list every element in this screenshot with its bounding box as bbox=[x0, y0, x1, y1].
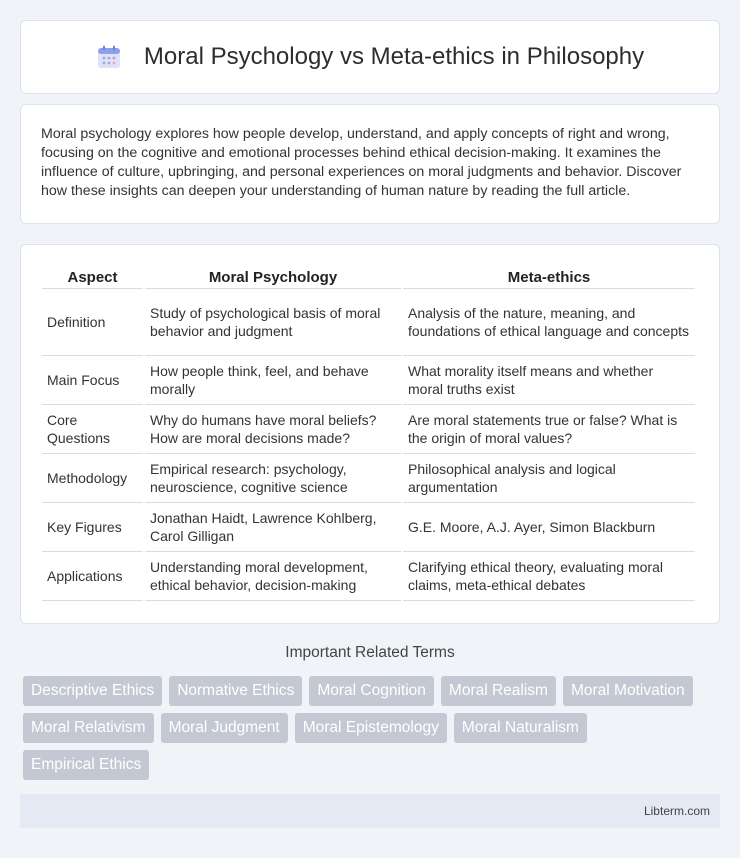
moral-psychology-cell: Why do humans have moral beliefs? How are moral decisions made? bbox=[145, 405, 401, 454]
aspect-cell: Core Questions bbox=[42, 405, 143, 454]
column-header-aspect: Aspect bbox=[42, 263, 143, 289]
table-row bbox=[42, 289, 695, 356]
table-row bbox=[42, 454, 695, 503]
related-terms-list bbox=[23, 676, 723, 787]
meta-ethics-cell: What morality itself means and whether moral truths exist bbox=[403, 356, 695, 405]
moral-psychology-cell: Jonathan Haidt, Lawrence Kohlberg, Carol Gilligan bbox=[145, 503, 401, 552]
table-row bbox=[42, 552, 695, 601]
meta-ethics-cell: Philosophical analysis and logical argumentation bbox=[403, 454, 695, 503]
column-header-meta-ethics: Meta-ethics bbox=[403, 263, 695, 289]
tag-moral-cognition[interactable]: Moral Cognition bbox=[309, 676, 434, 706]
moral-psychology-cell: Understanding moral development, ethical behavior, decision-making bbox=[145, 552, 401, 601]
footer bbox=[20, 794, 720, 828]
aspect-cell: Methodology bbox=[42, 454, 143, 503]
tag-moral-epistemology[interactable]: Moral Epistemology bbox=[295, 713, 447, 743]
meta-ethics-cell: Clarifying ethical theory, evaluating moral claims, meta-ethical debates bbox=[403, 552, 695, 601]
tag-moral-naturalism[interactable]: Moral Naturalism bbox=[454, 713, 587, 743]
comparison-table bbox=[40, 263, 697, 601]
meta-ethics-cell: G.E. Moore, A.J. Ayer, Simon Blackburn bbox=[403, 503, 695, 552]
calendar-icon bbox=[96, 44, 122, 70]
tag-descriptive-ethics[interactable]: Descriptive Ethics bbox=[23, 676, 162, 706]
tag-moral-motivation[interactable]: Moral Motivation bbox=[563, 676, 693, 706]
table-row bbox=[42, 405, 695, 454]
intro-card bbox=[20, 104, 720, 224]
title-card bbox=[20, 20, 720, 94]
moral-psychology-cell: Empirical research: psychology, neuroscience, cognitive science bbox=[145, 454, 401, 503]
intro-paragraph: Moral psychology explores how people develop, understand, and apply concepts of right and wrong, focusing on the cognitive and emotional processes behind ethical decision-making. It examines the influence of culture, upbringing, and personal experiences on moral judgments and behavior. Discover how these insights can deepen your understanding of human nature by reading the full article. bbox=[41, 126, 682, 199]
aspect-cell: Applications bbox=[42, 552, 143, 601]
related-terms-heading: Important Related Terms bbox=[285, 644, 455, 661]
footer-site-name[interactable]: Libterm.com bbox=[643, 804, 710, 818]
tag-normative-ethics[interactable]: Normative Ethics bbox=[169, 676, 302, 706]
tag-moral-judgment[interactable]: Moral Judgment bbox=[161, 713, 288, 743]
table-row bbox=[42, 356, 695, 405]
aspect-cell: Main Focus bbox=[42, 356, 143, 405]
moral-psychology-cell: How people think, feel, and behave morally bbox=[145, 356, 401, 405]
tag-moral-realism[interactable]: Moral Realism bbox=[441, 676, 556, 706]
tag-moral-relativism[interactable]: Moral Relativism bbox=[23, 713, 154, 743]
aspect-cell: Definition bbox=[42, 289, 143, 356]
comparison-table-card bbox=[20, 244, 720, 624]
table-header-row bbox=[42, 263, 695, 289]
meta-ethics-cell: Analysis of the nature, meaning, and foundations of ethical language and concepts bbox=[403, 289, 695, 356]
moral-psychology-cell: Study of psychological basis of moral behavior and judgment bbox=[145, 289, 401, 356]
aspect-cell: Key Figures bbox=[42, 503, 143, 552]
tag-empirical-ethics[interactable]: Empirical Ethics bbox=[23, 750, 149, 780]
page-title: Moral Psychology vs Meta-ethics in Philosophy bbox=[143, 43, 645, 70]
column-header-moral-psychology: Moral Psychology bbox=[145, 263, 401, 289]
meta-ethics-cell: Are moral statements true or false? What is the origin of moral values? bbox=[403, 405, 695, 454]
table-row bbox=[42, 503, 695, 552]
